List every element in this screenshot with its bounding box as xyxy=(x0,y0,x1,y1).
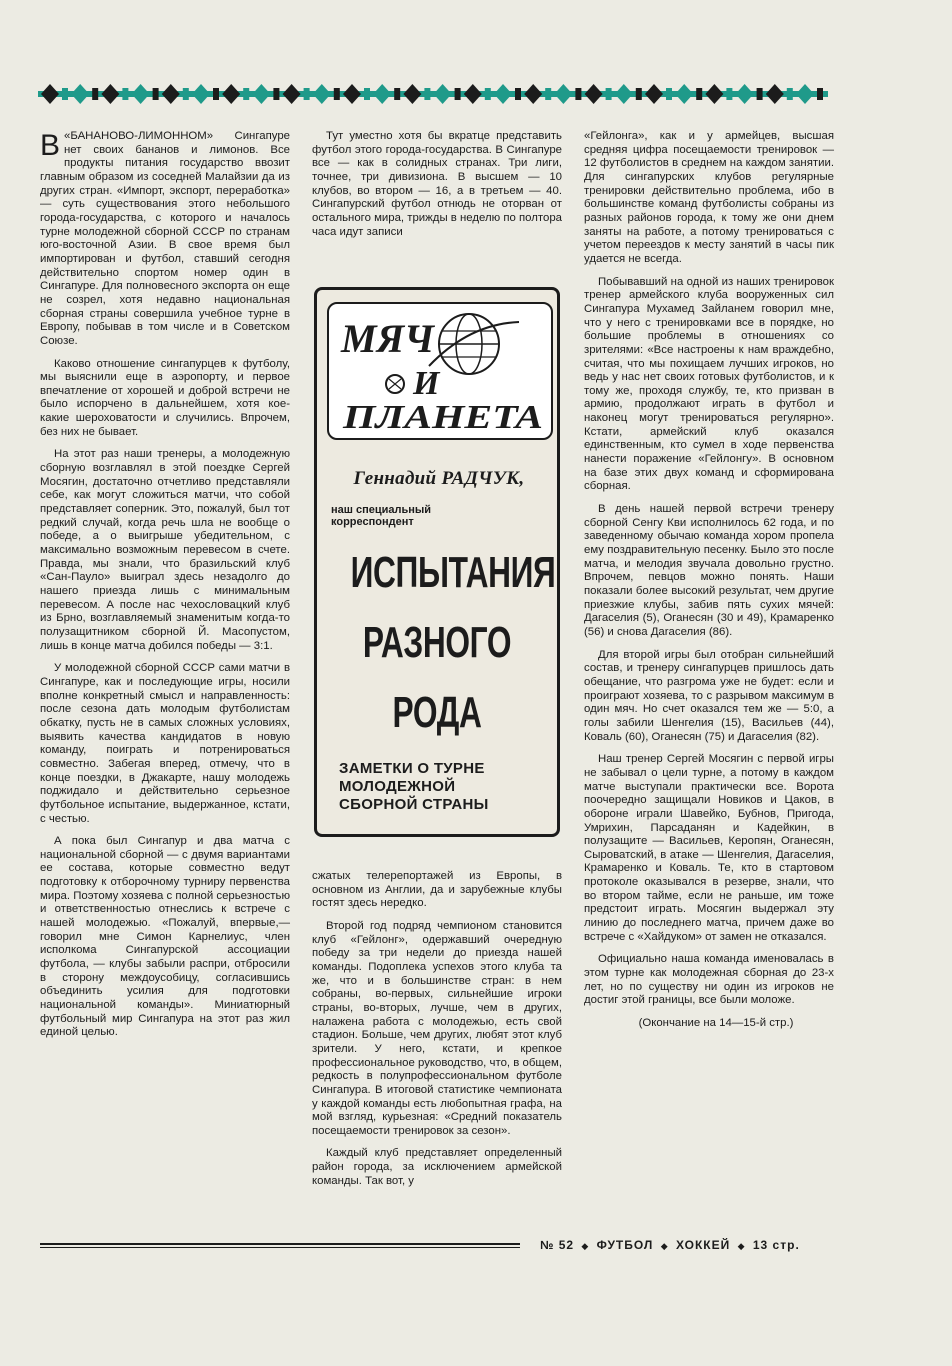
ornament-diamond xyxy=(313,84,331,104)
logo-word-3: ПЛАНЕТА xyxy=(341,399,543,436)
ornament-diamond xyxy=(101,84,119,104)
headline-line: РАЗНОГО xyxy=(362,618,512,667)
headline-line: РОДА xyxy=(392,688,482,737)
drop-cap: В xyxy=(40,129,61,162)
paragraph: На этот раз наши тренеры, а молодежную сборную возглавлял в этой поездке Сергей Мосягин, достаточно отчетливо представляли себе, как могут сложиться матчи, что собой представляет соперник. Это, пожалуй, был тот редкий случай, когда речь шла не вообще о победе, а о выигрыше убедительном, с максимально возможным перевесом в счете. Правда, мы знали, что бразильский клуб «Сан-Пауло» выиграл здесь незадолго до нашего приезда лишь с минимальным перевесом. А после нас чехословацкий клуб из Брно, возглавляемый знаменитым когда-то полузащитником сборной Й. Масопустом, лишь в конце матча добился победы — 3:1. xyxy=(40,448,290,652)
article-column-1 xyxy=(40,130,290,1049)
ornament-diamond xyxy=(554,84,572,104)
paragraph: «Гейлонга», как и у армейцев, высшая средняя цифра посещаемости тренировок — 12 футболистов в среднем на каждом занятии. Для сингапурских клубов регулярные тренировки действительно проблема, ибо в большинстве команд футболисты собраны из разных районов города, к тому же они днем заняты на работе, а потому тренироваться с учетом переездов к месту занятий в часы пик удается не всегда. xyxy=(584,130,834,265)
paragraph: Побывавший на одной из наших тренировок тренер армейского клуба вооруженных сил Сингапура Мухамед Зайланем говорил мне, что у него с тренировками все в порядке, но большие проблемы в отношениях со зрителями: «Все настроены к нам враждебно, считая, что мы похищаем лучших игроков, но ведь у нас нет своих готовых футболистов, и к тому же, проходя службу, те, кто призван в армию, продолжают играть в футбол и наконец могут тренироваться регулярно». Кстати, армейский клуб оказался единственным, кто сумел в ходе первенства нанести поражение «Гейлонгу». В основном на базе этих двух команд и сформирована сборная. xyxy=(584,275,834,493)
article-column-2-top xyxy=(312,130,562,248)
ornament-bar xyxy=(757,88,763,100)
magazine-name-1: ФУТБОЛ xyxy=(596,1238,654,1252)
ornament-bar xyxy=(183,88,189,100)
subheadline-line: СБОРНОЙ СТРАНЫ xyxy=(339,796,489,813)
diamond-icon: ◆ xyxy=(737,1241,746,1251)
ornament-diamond xyxy=(645,84,663,104)
ornament-diamond xyxy=(796,84,814,104)
ornament-bar xyxy=(666,88,672,100)
ornament-diamond xyxy=(585,84,603,104)
ornament-bar xyxy=(817,88,823,100)
continuation-note: (Окончание на 14—15-й стр.) xyxy=(638,1017,794,1030)
ornament-diamond xyxy=(705,84,723,104)
ornament-bar xyxy=(153,88,159,100)
ornament-diamond xyxy=(71,84,89,104)
ornament-bar xyxy=(334,88,340,100)
rubric-logo-art xyxy=(329,304,551,438)
ornament-diamond xyxy=(615,84,633,104)
ornament-bar xyxy=(273,88,279,100)
article-column-2-bottom xyxy=(312,870,562,1197)
author-position-line: корреспондент xyxy=(331,516,414,528)
diamond-icon: ◆ xyxy=(660,1241,669,1251)
article-title-box xyxy=(314,287,560,837)
issue-number: № 52 xyxy=(540,1238,575,1252)
page-footer xyxy=(540,1238,840,1252)
ornament-bar xyxy=(364,88,370,100)
paragraph: Каждый клуб представляет определенный район города, за исключением армейской команды. Так вот, у xyxy=(312,1147,562,1187)
diamond-icon: ◆ xyxy=(581,1241,590,1251)
ornament-diamond xyxy=(222,84,240,104)
ornament-bar xyxy=(636,88,642,100)
magazine-name-2: ХОККЕЙ xyxy=(675,1238,731,1252)
page-number: 13 стр. xyxy=(752,1238,800,1252)
ornament-diamond xyxy=(132,84,150,104)
author-position xyxy=(331,504,491,528)
ornament-bar xyxy=(606,88,612,100)
ornament-bar xyxy=(787,88,793,100)
paragraph xyxy=(40,130,290,349)
ornament-diamond xyxy=(675,84,693,104)
ornament-bar xyxy=(545,88,551,100)
paragraph: Второй год подряд чемпионом становится клуб «Гейлонг», одержавший очередную победу за три недели до приезда нашей команды. Подоплека успехов этого клуба та же, что и в большинстве стран: в нем собраны, во-первых, сильнейшие игроки страны, во-вторых, лучше, чем в других, налажена работа с молодежью, есть свой стадион. Больше, чем других, любят этот клуб зрители. У него, кстати, и крепкое профессиональное руководство, что, в общем, редкость в полупрофессиональном футболе Сингапура. В итоговой статистике чемпионата у каждой команды есть любопытная графа, на мой взгляд, курьезная: «Средний показатель посещаемости тренировок за сезон». xyxy=(312,919,562,1137)
ornament-diamond xyxy=(524,84,542,104)
subheadline-line: МОЛОДЕЖНОЙ xyxy=(339,778,456,795)
ornament-bar xyxy=(696,88,702,100)
ornament-bar xyxy=(122,88,128,100)
ornament-bar xyxy=(424,88,430,100)
logo-word-2: И xyxy=(413,365,440,402)
ornament-diamond xyxy=(766,84,784,104)
ornament-bar xyxy=(394,88,400,100)
paragraph: сжатых телерепортажей из Европы, в основном из Англии, да и зарубежные клубы гостят здесь нередко. xyxy=(312,870,562,910)
ornament-diamond xyxy=(192,84,210,104)
ornament-diamond xyxy=(252,84,270,104)
ornament-diamond xyxy=(464,84,482,104)
paragraph: В день нашей первой встречи тренеру сборной Сенгу Кви исполнилось 62 года, и по заведенному обычаю команда хором пропела ему поздравительную песенку. Было это после матча, и мелодия звучала довольно грустно. Впрочем, певцов можно понять. Наши показали более высокий результат, чем другие приезжие клубы, забив пять сухих мячей: Даraселия (5), Оганесян (30 и 49), Крамаренко (56) и снова Даraселия (86). xyxy=(584,503,834,638)
ornament-diamond xyxy=(162,84,180,104)
subheadline-line: ЗАМЕТКИ О ТУРНЕ xyxy=(339,760,485,777)
ornament-diamond xyxy=(403,84,421,104)
ornament-diamond xyxy=(41,84,59,104)
ornament-diamond xyxy=(343,84,361,104)
paragraph-text: «БАНАНОВО-ЛИМОННОМ» Сингапуре нет своих бананов и лимонов. Все продукты питания государство ввозит главным образом из соседней Малайзии да из других стран. «Импорт, экспорт, переработка» — суть существования этого небольшого города-государства, с которого и началось турне молодежной сборной СССР по странам юго-восточной Азии. В свое время был импортирован и футбол, ставший сегодня действительно спортом номер один в Сингапуре. Для полновесного экспорта он еще не созрел, хотя недавно национальная сборная страны совершила учебное турне в Европу, побывав в том числе и в Советском Союзе. xyxy=(40,130,290,347)
ornament-bar xyxy=(243,88,249,100)
article-column-3 xyxy=(584,130,834,1040)
ornament-bar xyxy=(304,88,310,100)
paragraph: А пока был Сингапур и два матча с национальной сборной — с двумя вариантами ее состава, которые совместно ведут подготовку к отборочному турниру первенства мира. Поэтому хозяева с полной серьезностью и ответственностью отнеслись к встрече с нашей молодежью. «Пожалуй, впервые,— говорил мне Симон Карнелиус, член исполкома Сингапурской ассоциации футбола, — клубы забыли распри, отбросили в сторону междоусобицу, согласившись объединить усилия для подготовки национальной команды». Миниатюрный футбольный мир Сингапура на этот раз жил единой целью. xyxy=(40,835,290,1039)
ornament-band xyxy=(38,78,828,110)
author-name: Геннадий РАДЧУК, xyxy=(353,468,525,489)
ornament-diamond xyxy=(494,84,512,104)
paragraph: Официально наша команда именовалась в этом турне как молодежная сборная до 23-х лет, но по существу ни один из игроков не достиг этой границы, все были моложе. xyxy=(584,953,834,1007)
paragraph: Для второй игры был отобран сильнейший состав, и тренеру сингапурцев пришлось дать обещание, что разгрома уже не будет: если и проиграют хозяева, то с разрывом максимум в один мяч. Но счет оказался тем же — 5:0, а голы забили Шенгелия (15), Васильев (44), Коваль (60), Оганесян (75) и Даraселия (82). xyxy=(584,648,834,743)
ornament-bar xyxy=(62,88,68,100)
headline-line: ИСПЫТАНИЯ xyxy=(350,548,556,597)
ornament-bar xyxy=(485,88,491,100)
author-position-line: наш специальный xyxy=(331,504,432,516)
ornament-diamond xyxy=(736,84,754,104)
paragraph: Тут уместно хотя бы вкратце представить футбол этого города-государства. В Сингапуре все — как в солидных странах. Три лиги, точнее, три дивизиона. В высшем — 10 клубов, во втором — 16, а в третьем — 40. Сингапурский футбол отнюдь не оторван от остального мира, трижды в неделю по полтора часа идут записи xyxy=(312,130,562,238)
paragraph: У молодежной сборной СССР сами матчи в Сингапуре, как и последующие игры, носили вполне конкретный смысл и направленность: после сезона дать молодым футболистам обкатку, пусть не в самых сложных условиях, выявить качества кандидатов в новую команду, поиграть и потренироваться совместно. Забегая вперед, отмечу, что в конце поездки, в Джакарте, нашу молодежь поджидало и действительно серьезное футбольное испытание, выдержанное, кстати, с честью. xyxy=(40,662,290,825)
ornament-bar xyxy=(575,88,581,100)
subheadline xyxy=(339,760,539,814)
ornament-bar xyxy=(726,88,732,100)
ornament-bar xyxy=(213,88,219,100)
ornament-diamond xyxy=(373,84,391,104)
ornament-diamond xyxy=(283,84,301,104)
headline xyxy=(350,538,556,748)
ornament-diamond xyxy=(434,84,452,104)
ornament-bar xyxy=(515,88,521,100)
rubric-logo xyxy=(327,302,553,440)
ornament-bar xyxy=(92,88,98,100)
logo-word-1: МЯЧ xyxy=(341,316,435,361)
ornament-bar xyxy=(455,88,461,100)
footer-rule xyxy=(40,1242,520,1250)
paragraph: Каково отношение сингапурцев к футболу, мы выяснили еще в аэропорту, и первое впечатление от хорошей и доброй встречи не было испорчено в дальнейшем, хотя кое-какие шероховатости и случились. Впрочем, без них не бывает. xyxy=(40,357,290,438)
paragraph: Наш тренер Сергей Мосягин с первой игры не забывал о цели турне, а потому в каждом матче выступали практически все. Ворота поочередно защищали Новиков и Цаков, в обороне играли Шавейко, Бубнов, Пригода, Умрихин, Парсаданян и Кадейкин, в полузащите — Васильев, Керопян, Оганесян, Сыроватский, в атаке — Шенгелия, Даraселия, Крамаренко и Коваль. Те, кто в стартовом протоколе оказывался в резерве, знали, что во втором тайме, если не раньше, им тоже предстоит играть. Мосягин выдержал эту линию до последнего матча, причем даже во встрече с «Хайдуком» от замен не отказался. xyxy=(584,753,834,943)
